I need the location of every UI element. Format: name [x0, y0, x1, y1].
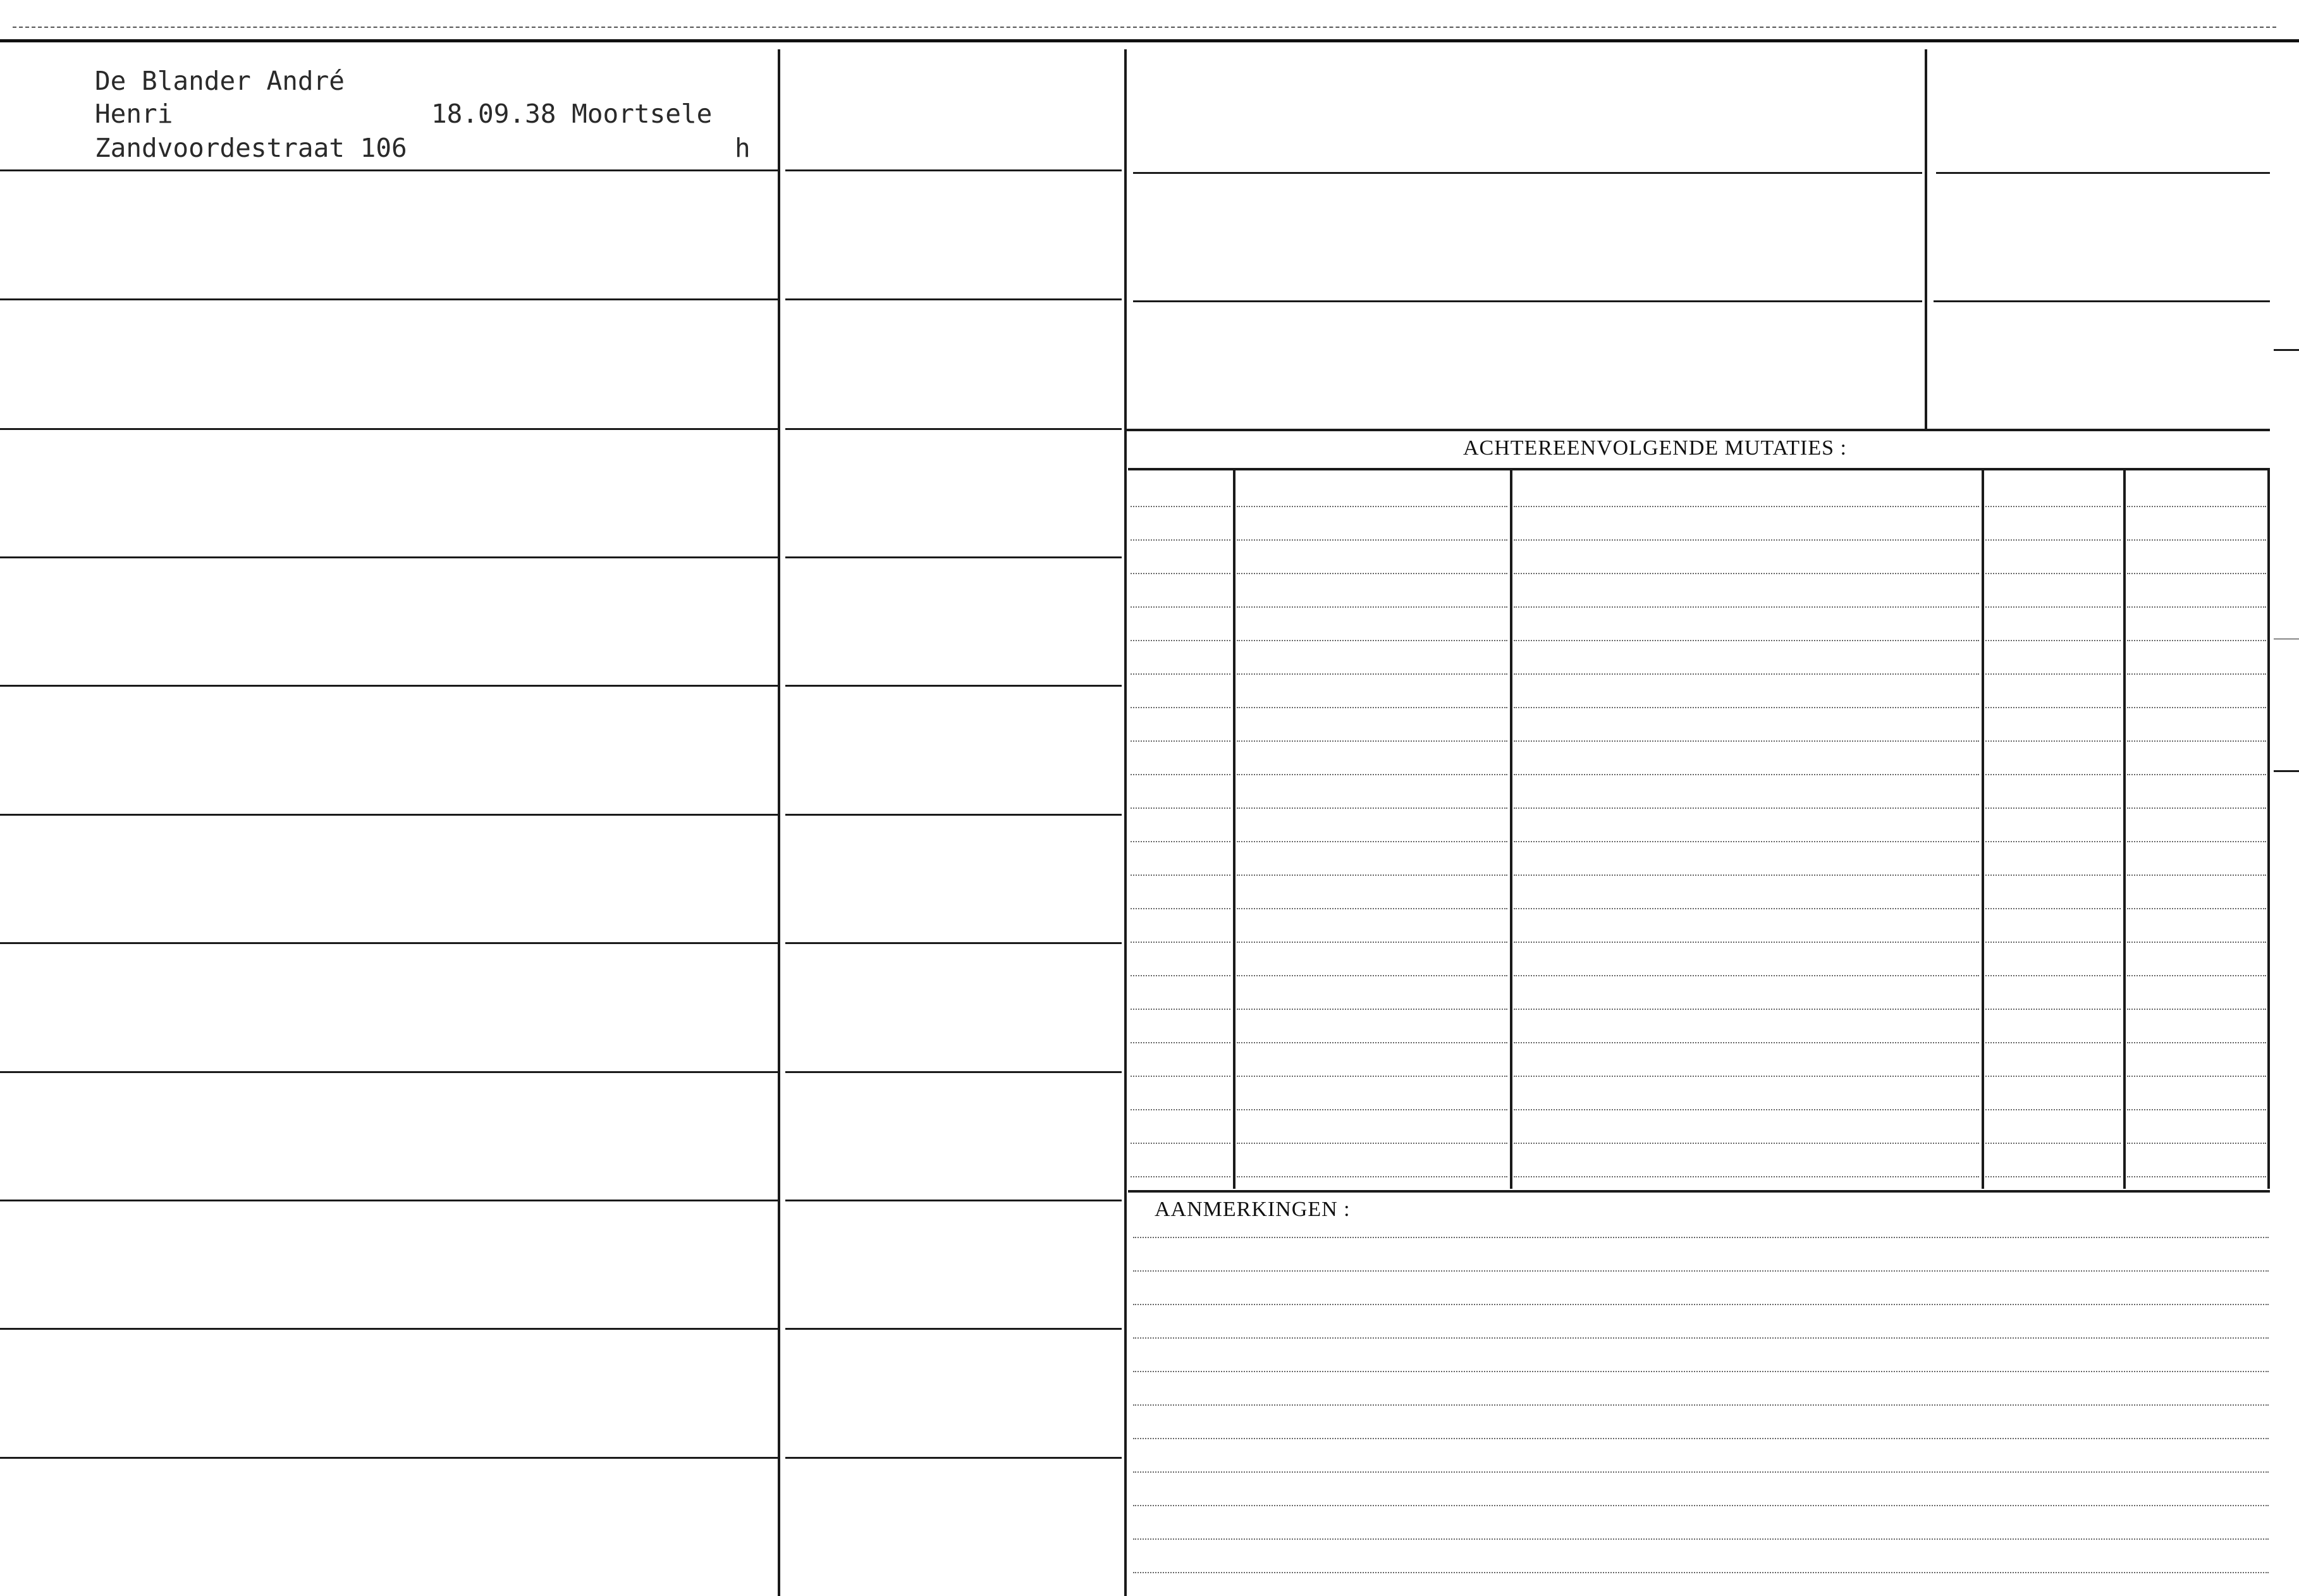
mutation-row-line: [1985, 606, 2121, 608]
row-line: [785, 1328, 1122, 1330]
mutation-row-line: [1237, 1109, 1507, 1110]
row-line: [1936, 172, 2270, 174]
mutation-row-line: [1985, 1176, 2121, 1177]
row-line: [785, 1200, 1122, 1201]
mutation-row-line: [2127, 640, 2266, 641]
upper-right-divider: [1925, 49, 1927, 429]
mutations-table-bottom: [1128, 1190, 2270, 1193]
mutation-row-line: [2127, 807, 2266, 809]
mutation-row-line: [1131, 1042, 1230, 1043]
mutation-row-line: [1237, 1076, 1507, 1077]
mutation-row-line: [1237, 942, 1507, 943]
mutation-row-line: [1237, 841, 1507, 842]
mutation-row-line: [1514, 1143, 1979, 1144]
mutations-header: ACHTEREENVOLGENDE MUTATIES :: [1463, 436, 1847, 460]
mutation-row-line: [1237, 539, 1507, 541]
mutation-row-line: [1237, 740, 1507, 742]
mutation-row-line: [1131, 1109, 1230, 1110]
mutation-row-line: [1237, 908, 1507, 909]
mutation-row-line: [1985, 841, 2121, 842]
mutations-top-line: [1127, 429, 2270, 431]
mutation-row-line: [2127, 875, 2266, 876]
mutation-row-line: [1514, 807, 1979, 809]
mutation-row-line: [1985, 942, 2121, 943]
mutation-row-line: [1237, 975, 1507, 976]
mutation-row-line: [1514, 573, 1979, 574]
row-line: [785, 169, 1122, 171]
mutations-col-divider: [1233, 469, 1235, 1189]
mutation-row-line: [1985, 1009, 2121, 1010]
mutation-row-line: [1237, 1042, 1507, 1043]
mutation-row-line: [1131, 774, 1230, 775]
mutation-row-line: [1131, 606, 1230, 608]
mutation-row-line: [1237, 573, 1507, 574]
row-line: [0, 814, 778, 816]
mutation-row-line: [1514, 707, 1979, 708]
mutation-row-line: [1131, 1076, 1230, 1077]
mutation-row-line: [1237, 1009, 1507, 1010]
mutation-row-line: [1237, 1143, 1507, 1144]
mutation-row-line: [2127, 707, 2266, 708]
mutation-row-line: [1237, 875, 1507, 876]
mutation-row-line: [1985, 640, 2121, 641]
row-line: [0, 556, 778, 558]
row-line: [0, 685, 778, 687]
mutation-row-line: [1985, 908, 2121, 909]
remark-line: [1133, 1337, 2269, 1339]
mutation-row-line: [2127, 774, 2266, 775]
mutation-row-line: [1131, 707, 1230, 708]
row-line: [785, 428, 1122, 430]
center-divider: [1124, 49, 1127, 1596]
mutation-row-line: [1514, 539, 1979, 541]
top-dashed-edge: [13, 27, 2276, 28]
mutation-row-line: [1985, 539, 2121, 541]
mutation-row-line: [1985, 506, 2121, 507]
mutation-row-line: [1131, 942, 1230, 943]
mutation-row-line: [1131, 573, 1230, 574]
mark: h: [735, 133, 751, 163]
row-line: [785, 942, 1122, 944]
mutation-row-line: [2127, 539, 2266, 541]
row-line: [785, 685, 1122, 687]
birth-date-place: 18.09.38 Moortsele: [431, 99, 713, 129]
mutations-table-top: [1128, 468, 2270, 470]
row-line: [0, 1457, 778, 1459]
mutation-row-line: [1237, 807, 1507, 809]
mutation-row-line: [1514, 1042, 1979, 1043]
remark-line: [1133, 1572, 2269, 1573]
mutation-row-line: [1131, 841, 1230, 842]
edge-tick: [2274, 349, 2299, 351]
mutation-row-line: [2127, 975, 2266, 976]
mutation-row-line: [1131, 539, 1230, 541]
mutation-row-line: [2127, 740, 2266, 742]
row-line: [785, 1071, 1122, 1073]
mutations-right-edge: [2267, 469, 2270, 1189]
mutation-row-line: [1131, 875, 1230, 876]
mutation-row-line: [1514, 673, 1979, 675]
mutation-row-line: [1514, 506, 1979, 507]
mutation-row-line: [1237, 774, 1507, 775]
edge-tick: [2274, 770, 2299, 772]
mutation-row-line: [1131, 506, 1230, 507]
mutation-row-line: [1514, 908, 1979, 909]
name-line: De Blander André: [95, 66, 345, 96]
mutation-row-line: [1514, 640, 1979, 641]
row-line: [0, 298, 778, 300]
mutation-row-line: [1985, 1076, 2121, 1077]
row-line: [0, 169, 778, 171]
mutation-row-line: [1985, 807, 2121, 809]
row-line: [0, 1328, 778, 1330]
row-line: [0, 428, 778, 430]
mutation-row-line: [1131, 975, 1230, 976]
remark-line: [1133, 1304, 2269, 1305]
mutation-row-line: [1985, 875, 2121, 876]
mutation-row-line: [2127, 1109, 2266, 1110]
row-line: [1133, 300, 1922, 302]
mutation-row-line: [1514, 740, 1979, 742]
first-name: Henri: [95, 99, 173, 129]
mutation-row-line: [2127, 1143, 2266, 1144]
mutation-row-line: [1514, 841, 1979, 842]
mutation-row-line: [1237, 1176, 1507, 1177]
mutation-row-line: [2127, 1042, 2266, 1043]
mutation-row-line: [1237, 606, 1507, 608]
mutation-row-line: [1985, 1143, 2121, 1144]
remark-line: [1133, 1270, 2269, 1272]
mutation-row-line: [2127, 606, 2266, 608]
row-line: [1934, 300, 2270, 302]
mutation-row-line: [1514, 1109, 1979, 1110]
mutations-col-divider: [1982, 469, 1984, 1189]
mutations-col-divider: [2123, 469, 2126, 1189]
mutation-row-line: [1131, 673, 1230, 675]
mutation-row-line: [1514, 975, 1979, 976]
row-line: [785, 1457, 1122, 1459]
row-line: [0, 1071, 778, 1073]
mutation-row-line: [2127, 942, 2266, 943]
mutation-row-line: [1131, 1009, 1230, 1010]
remark-line: [1133, 1471, 2269, 1473]
mutation-row-line: [1131, 1143, 1230, 1144]
mutation-row-line: [1237, 506, 1507, 507]
mutation-row-line: [1985, 573, 2121, 574]
mutation-row-line: [1514, 942, 1979, 943]
mutation-row-line: [1985, 975, 2121, 976]
mutation-row-line: [1514, 606, 1979, 608]
address: Zandvoordestraat 106: [95, 133, 407, 163]
mutation-row-line: [2127, 1176, 2266, 1177]
mutation-row-line: [1514, 774, 1979, 775]
mutation-row-line: [2127, 506, 2266, 507]
mutation-row-line: [1237, 640, 1507, 641]
mutation-row-line: [2127, 1009, 2266, 1010]
mutation-row-line: [2127, 908, 2266, 909]
mutation-row-line: [1514, 875, 1979, 876]
mutation-row-line: [2127, 573, 2266, 574]
mutation-row-line: [1985, 740, 2121, 742]
mutation-row-line: [1237, 673, 1507, 675]
row-line: [785, 814, 1122, 816]
mutation-row-line: [1237, 707, 1507, 708]
mutation-row-line: [1985, 1109, 2121, 1110]
left-column-divider: [778, 49, 780, 1596]
mutation-row-line: [1131, 740, 1230, 742]
mutation-row-line: [2127, 673, 2266, 675]
remark-line: [1133, 1404, 2269, 1406]
mutation-row-line: [1131, 807, 1230, 809]
mutation-row-line: [2127, 1076, 2266, 1077]
row-line: [785, 556, 1122, 558]
row-line: [1133, 172, 1922, 174]
top-border: [0, 39, 2299, 42]
remarks-header: AANMERKINGEN :: [1155, 1198, 1351, 1221]
mutation-row-line: [1131, 1176, 1230, 1177]
mutation-row-line: [1131, 908, 1230, 909]
remark-line: [1133, 1371, 2269, 1372]
remark-line: [1133, 1505, 2269, 1506]
mutation-row-line: [1514, 1009, 1979, 1010]
remark-line: [1133, 1237, 2269, 1238]
mutations-col-divider: [1510, 469, 1512, 1189]
row-line: [0, 1200, 778, 1201]
row-line: [0, 942, 778, 944]
mutation-row-line: [1514, 1176, 1979, 1177]
mutation-row-line: [1131, 640, 1230, 641]
row-line: [785, 298, 1122, 300]
mutation-row-line: [1514, 1076, 1979, 1077]
mutation-row-line: [1985, 673, 2121, 675]
mutation-row-line: [1985, 707, 2121, 708]
mutation-row-line: [2127, 841, 2266, 842]
mutation-row-line: [1985, 774, 2121, 775]
mutation-row-line: [1985, 1042, 2121, 1043]
remark-line: [1133, 1438, 2269, 1439]
remark-line: [1133, 1538, 2269, 1540]
